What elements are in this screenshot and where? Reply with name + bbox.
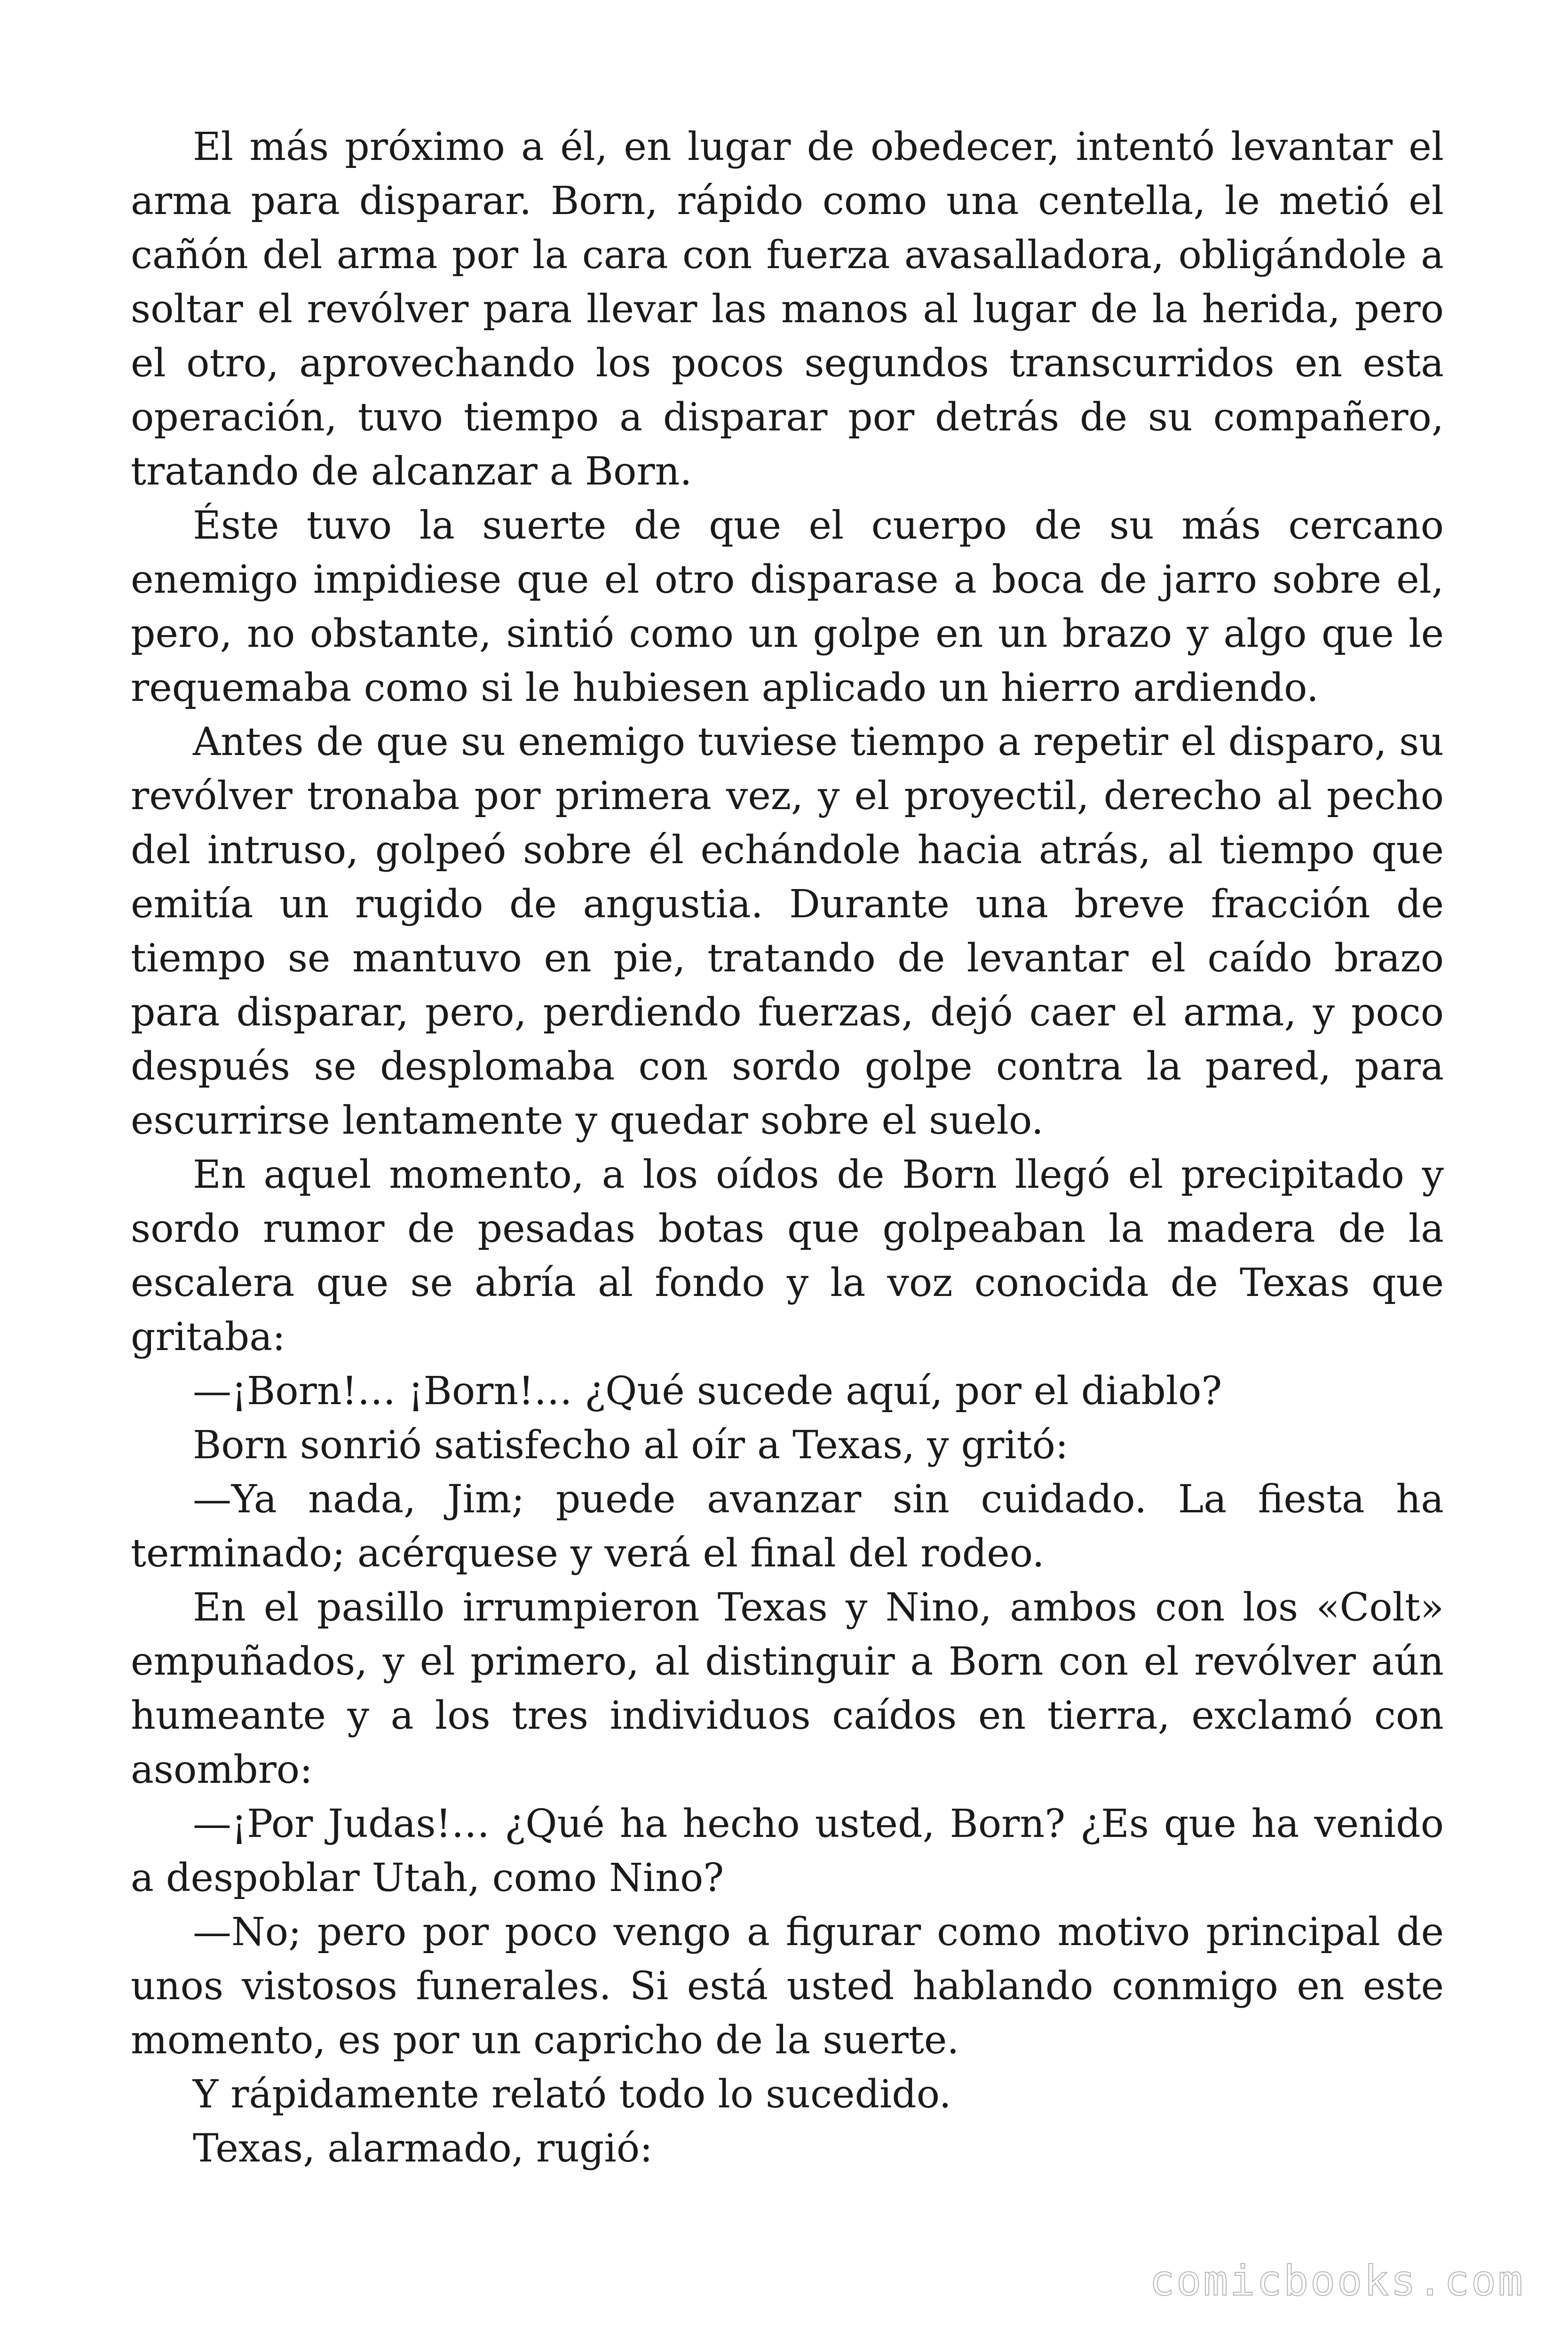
paragraph: Y rápidamente relató todo lo sucedido.: [193, 2072, 951, 2117]
paragraph: —¡Por Judas!… ¿Qué ha hecho usted, Born? ¿Es que ha venido a despoblar Utah, como Nino?: [131, 1802, 1444, 1900]
paragraph: Éste tuvo la suerte de que el cuerpo de su más cercano enemigo impidiese que el otro disparase a boca de jarro sobre el, pero, no obstante, sintió como un golpe en un brazo y algo que le requemaba como si le hubiesen aplicado un hierro ardiendo.: [131, 503, 1444, 710]
paragraph: En aquel momento, a los oídos de Born llegó el precipitado y sordo rumor de pesadas botas que golpeaban la madera de la escalera que se abría al fondo y la voz conocida de Texas que gritaba:: [131, 1152, 1444, 1359]
paragraph: En el pasillo irrumpieron Texas y Nino, ambos con los «Colt» empuñados, y el primero, al distinguir a Born con el revólver aún humeante y a los tres individuos caídos en tierra, exclamó con asombro:: [131, 1585, 1444, 1792]
paragraph: —¡Born!… ¡Born!… ¿Qué sucede aquí, por el diablo?: [193, 1369, 1222, 1414]
paragraph: —Ya nada, Jim; puede avanzar sin cuidado. La fiesta ha terminado; acérquese y verá el final del rodeo.: [131, 1477, 1444, 1576]
paragraph: Texas, alarmado, rugió:: [193, 2126, 653, 2171]
book-page-text: [131, 120, 1444, 2176]
paragraph: —No; pero por poco vengo a figurar como motivo principal de unos vistosos funerales. Si está usted hablando conmigo en este momento, es por un capricho de la suerte.: [131, 1910, 1444, 2063]
watermark: comicbooks.com: [1149, 2257, 1525, 2305]
paragraph: Antes de que su enemigo tuviese tiempo a repetir el disparo, su revólver tronaba por primera vez, y el proyectil, derecho al pecho del intruso, golpeó sobre él echándole hacia atrás, al tiempo que emitía un rugido de angustia. Durante una breve fracción de tiempo se mantuvo en pie, tratando de levantar el caído brazo para disparar, pero, perdiendo fuerzas, dejó caer el arma, y poco después se desplomaba con sordo golpe contra la pared, para escurrirse lentamente y quedar sobre el suelo.: [131, 720, 1444, 1143]
paragraph: El más próximo a él, en lugar de obedecer, intentó levantar el arma para disparar. Born, rápido como una centella, le metió el cañón del arma por la cara con fuerza avasalladora, obligándole a soltar el revólver para llevar las manos al lugar de la herida, pero el otro, aprovechando los pocos segundos transcurridos en esta operación, tuvo tiempo a disparar por detrás de su compañero, tratando de alcanzar a Born.: [131, 125, 1444, 494]
paragraph: Born sonrió satisfecho al oír a Texas, y gritó:: [193, 1423, 1069, 1468]
